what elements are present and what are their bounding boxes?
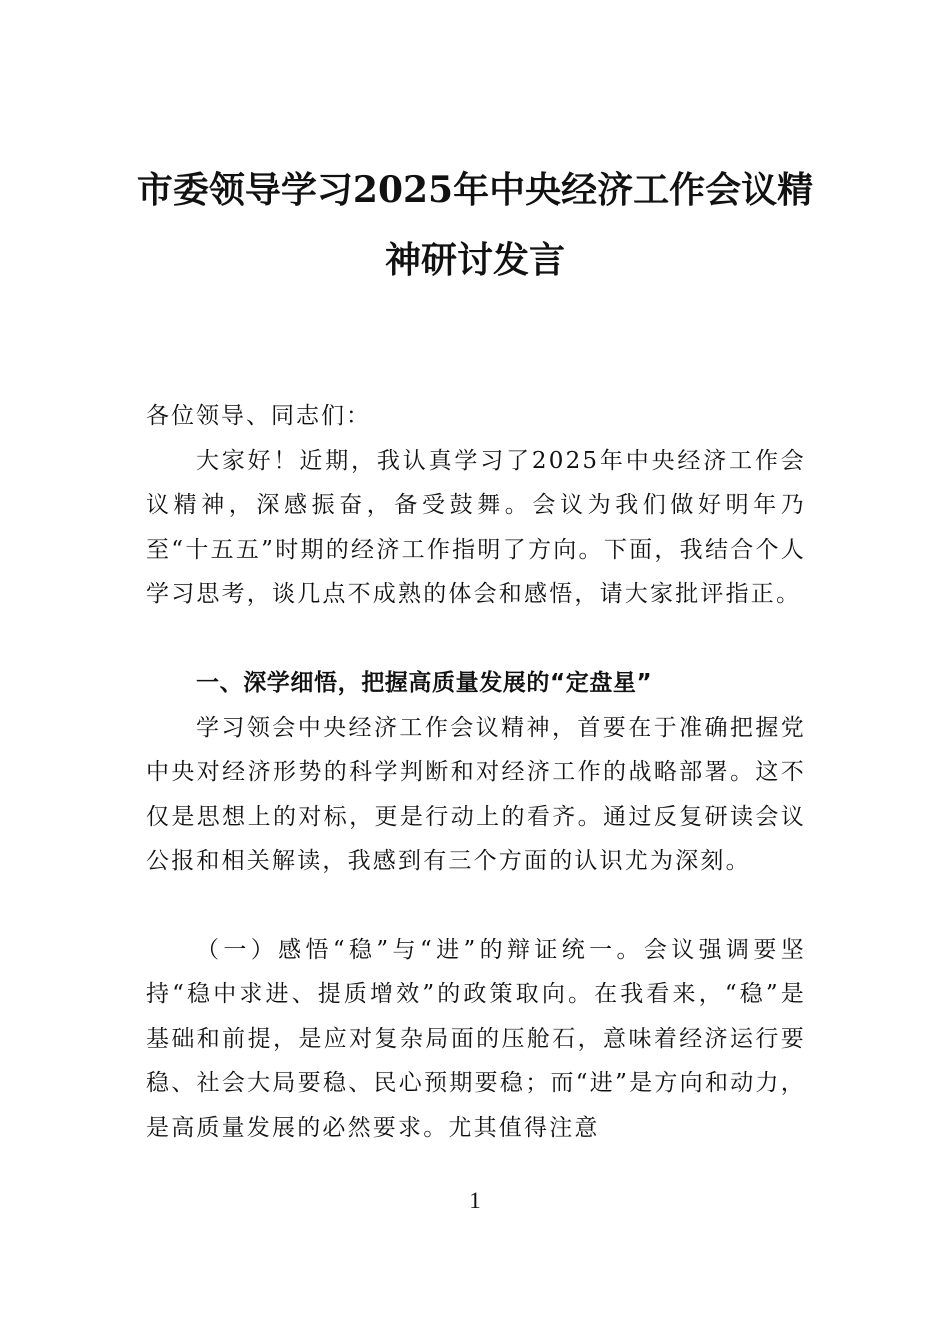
salutation: 各位领导、同志们： xyxy=(146,403,371,429)
paragraph-subsection-1: （一）感悟“稳”与“进”的辩证统一。会议强调要坚持“稳中求进、提质增效”的政策取向。在我看来，“稳”是基础和前提，是应对复杂局面的压舱石，意味着经济运行要稳、社会大局要稳、民心预期要稳；而“进”是方向和动力，是高质量发展的必然要求。尤其值得注意 xyxy=(146,937,806,1141)
page-number: 1 xyxy=(469,1188,481,1213)
paragraph-intro: 大家好！近期，我认真学习了2025年中央经济工作会议精神，深感振奋，备受鼓舞。会议为我们做好明年乃至“十五五”时期的经济工作指明了方向。下面，我结合个人学习思考，谈几点不成熟的体会和感悟，请大家批评指正。 xyxy=(146,448,806,608)
paragraph-section-1: 学习领会中央经济工作会议精神，首要在于准确把握党中央对经济形势的科学判断和对经济工作的战略部署。这不仅是思想上的对标，更是行动上的看齐。通过反复研读会议公报和相关解读，我感到有三个方面的认识尤为深刻。 xyxy=(146,715,806,875)
document-title-line-1: 市委领导学习2025年中央经济工作会议精 xyxy=(136,169,814,211)
section-heading-1: 一、深学细悟，把握高质量发展的“定盘星” xyxy=(196,670,653,696)
document-title-line-2: 神研讨发言 xyxy=(384,239,565,281)
